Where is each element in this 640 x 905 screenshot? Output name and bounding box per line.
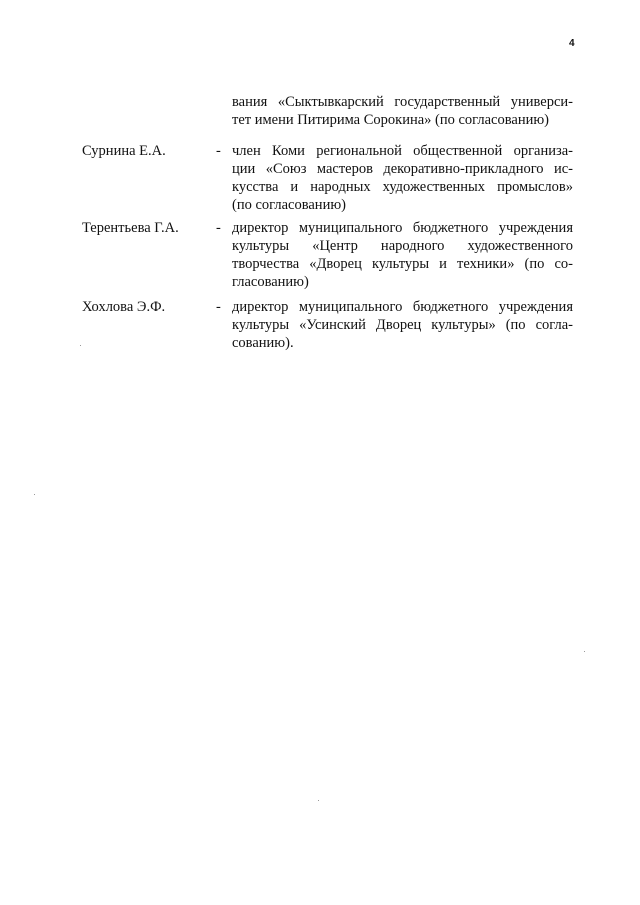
continuation-paragraph [232, 93, 573, 129]
page-number: 4 [569, 38, 575, 49]
member-name: Хохлова Э.Ф. [82, 299, 166, 315]
member-name: Сурнина Е.А. [82, 143, 166, 159]
member-description [232, 219, 573, 291]
text-line: тет имени Питирима Сорокина» (по согласованию) [232, 112, 550, 128]
member-dash: - [216, 143, 221, 159]
scan-speck [584, 651, 585, 652]
member-name: Терентьева Г.А. [82, 220, 179, 236]
text-line: гласованию) [232, 274, 309, 290]
scan-speck [34, 494, 35, 495]
text-line: ции «Союз мастеров декоративно-прикладного ис- [232, 161, 573, 177]
member-dash: - [216, 299, 221, 315]
text-line: творчества «Дворец культуры и техники» (по со- [232, 256, 573, 272]
text-line: член Коми региональной общественной организа- [232, 143, 573, 159]
text-line: вания «Сыктывкарский государственный универси- [232, 94, 573, 110]
text-line: культуры «Центр народного художественного [232, 238, 573, 254]
member-dash: - [216, 220, 221, 236]
member-description [232, 298, 573, 352]
text-line: (по согласованию) [232, 197, 346, 213]
scan-speck [80, 345, 81, 346]
text-line: культуры «Усинский Дворец культуры» (по согла- [232, 317, 573, 333]
text-line: кусства и народных художественных промыслов» [232, 179, 573, 195]
text-line: сованию). [232, 335, 294, 351]
text-line: директор муниципального бюджетного учреждения [232, 220, 573, 236]
scan-speck [318, 800, 319, 801]
text-line: директор муниципального бюджетного учреждения [232, 299, 573, 315]
member-description [232, 142, 573, 214]
